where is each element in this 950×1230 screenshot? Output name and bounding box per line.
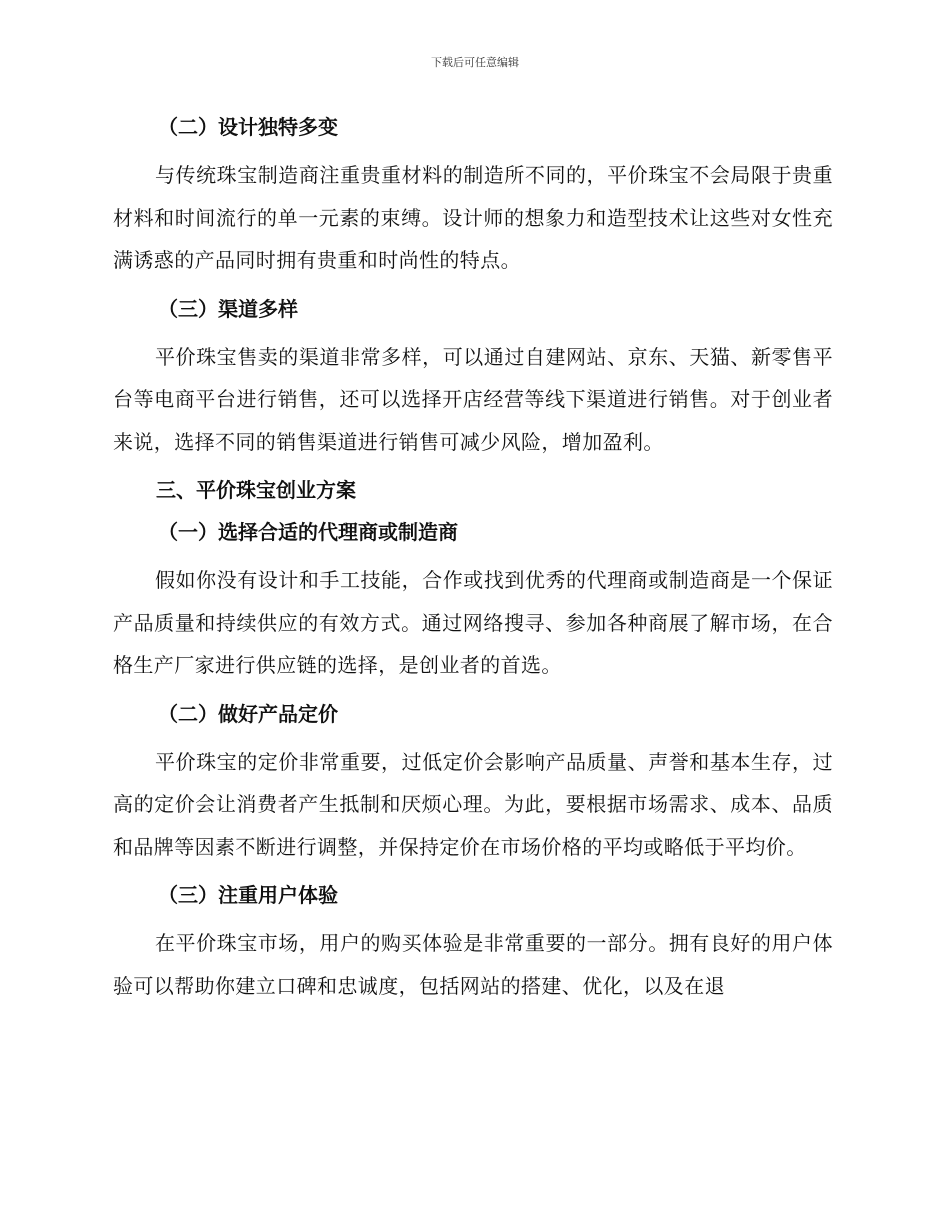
body-paragraph: 平价珠宝售卖的渠道非常多样，可以通过自建网站、京东、天猫、新零售平台等电商平台进行销售，还可以选择开店经营等线下渠道进行销售。对于创业者来说，选择不同的销售渠道进行销售可减少风险，增加盈利。 [113,344,833,454]
document-body [113,106,833,1013]
body-paragraph: 与传统珠宝制造商注重贵重材料的制造所不同的，平价珠宝不会局限于贵重材料和时间流行的单一元素的束缚。设计师的想象力和造型技术让这些对女性充满诱惑的产品同时拥有贵重和时尚性的特点。 [113,163,833,272]
body-paragraph: 平价珠宝的定价非常重要，过低定价会影响产品质量、声誉和基本生存，过高的定价会让消费者产生抵制和厌烦心理。为此，要根据市场需求、成本、品质和品牌等因素不断进行调整，并保持定价在市场价格的平均或略低于平均价。 [113,749,833,859]
running-header: 下载后可任意编辑 [431,56,519,69]
body-paragraph: 在平价珠宝市场，用户的购买体验是非常重要的一部分。拥有良好的用户体验可以帮助你建立口碑和忠诚度，包括网站的搭建、优化，以及在退 [113,931,833,998]
body-paragraph: 假如你没有设计和手工技能，合作或找到优秀的代理商或制造商是一个保证产品质量和持续供应的有效方式。通过网络搜寻、参加各种商展了解市场，在合格生产厂家进行供应链的选择，是创业者的首选。 [113,568,833,677]
section-heading: （二）做好产品定价 [158,701,338,726]
chapter-heading: 三、平价珠宝创业方案 [156,478,356,502]
section-heading: （三）渠道多样 [158,296,298,321]
section-heading: （三）注重用户体验 [158,883,338,907]
section-heading: （二）设计独特多变 [158,115,338,139]
section-heading: （一）选择合适的代理商或制造商 [158,520,458,544]
